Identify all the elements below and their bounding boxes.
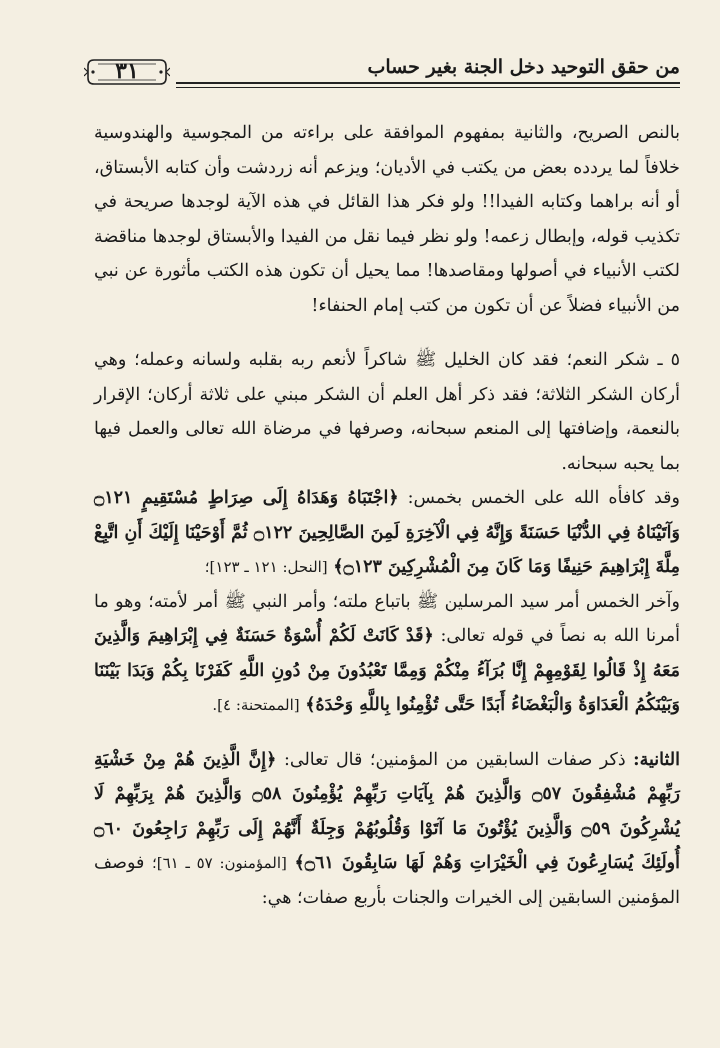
- header-rule: [176, 82, 680, 84]
- verse-reference-mumtahanah: [الممتحنة: ٤].: [212, 696, 300, 714]
- page-number: ٣١: [115, 58, 139, 84]
- paragraph-2: ٥ ـ شكر النعم؛ فقد كان الخليل ﷺ شاكراً لأنعم ربه بقلبه ولسانه وعمله؛ وهي أركان الشكر الثلاثة؛ فقد ذكر أهل العلم أن الشكر مبني على ثلاثة أركان؛ الإقرار بالنعمة، وإضافتها إلى المنعم سبحانه، وصرفها في مرضاة الله تعالى والعمل فيها بما يحبه سبحانه.: [94, 350, 680, 474]
- paragraph-5-text: ذكر صفات السابقين من المؤمنين؛ قال تعالى:: [283, 749, 626, 770]
- paragraph-4-text: وآخر الخمس أمر سيد المرسلين ﷺ باتباع ملته؛ وأمر النبي ﷺ أمر لأمته؛ وهو ما أمرنا الله به نصاً في قوله تعالى:: [94, 591, 680, 646]
- quran-verse-nahl: ﴿اجْتَبَاهُ وَهَدَاهُ إِلَى صِرَاطٍ مُسْتَقِيمٍ ۝١٢١ وَآتَيْنَاهُ فِي الدُّنْيَا حَسَنَةً وَإِنَّهُ فِي الْآخِرَةِ لَمِنَ الصَّالِحِينَ ۝١٢٢ ثُمَّ أَوْحَيْنَا إِلَيْكَ أَنِ اتَّبِعْ مِلَّةَ إِبْرَاهِيمَ حَنِيفًا وَمَا كَانَ مِنَ الْمُشْرِكِينَ ۝١٢٣﴾: [94, 488, 680, 577]
- paragraph-5-tail: فوصف المؤمنين السابقين إلى الخيرات والجنات بأربع صفات؛ هي:: [94, 853, 680, 908]
- paragraph-4: [94, 585, 680, 723]
- paragraph-3-intro: وقد كافأه الله على الخمس بخمس:: [407, 488, 680, 508]
- running-title: من حقق التوحيد دخل الجنة بغير حساب: [367, 56, 680, 78]
- header-rule-thin: [176, 87, 680, 88]
- verse-reference-muminun: [المؤمنون: ٥٧ ـ ٦١]؛: [151, 854, 287, 872]
- page-body: [94, 116, 680, 915]
- paragraph-5: [94, 743, 680, 916]
- verse-reference-nahl: [النحل: ١٢١ ـ ١٢٣]؛: [204, 558, 328, 576]
- page-header: [84, 52, 680, 92]
- quran-verse-muminun: ﴿إِنَّ الَّذِينَ هُمْ مِنْ خَشْيَةِ رَبِّهِمْ مُشْفِقُونَ ۝٥٧ وَالَّذِينَ هُمْ بِآيَاتِ رَبِّهِمْ يُؤْمِنُونَ ۝٥٨ وَالَّذِينَ هُمْ بِرَبِّهِمْ لَا يُشْرِكُونَ ۝٥٩ وَالَّذِينَ يُؤْتُونَ مَا آتَوْا وَقُلُوبُهُمْ وَجِلَةٌ أَنَّهُمْ إِلَى رَبِّهِمْ رَاجِعُونَ ۝٦٠ أُولَئِكَ يُسَارِعُونَ فِي الْخَيْرَاتِ وَهُمْ لَهَا سَابِقُونَ ۝٦١﴾: [94, 749, 681, 873]
- paragraph-3: [94, 481, 680, 585]
- quran-verse-mumtahanah: ﴿قَدْ كَانَتْ لَكُمْ أُسْوَةٌ حَسَنَةٌ فِي إِبْرَاهِيمَ وَالَّذِينَ مَعَهُ إِذْ قَالُوا لِقَوْمِهِمْ إِنَّا بُرَآءُ مِنْكُمْ وَمِمَّا تَعْبُدُونَ مِنْ دُونِ اللَّهِ كَفَرْنَا بِكُمْ وَبَدَا بَيْنَنَا وَبَيْنَكُمُ الْعَدَاوَةُ وَالْبَغْضَاءُ أَبَدًا حَتَّى تُؤْمِنُوا بِاللَّهِ وَحْدَهُ﴾: [94, 626, 680, 715]
- paragraph-1: بالنص الصريح، والثانية بمفهوم الموافقة على براءته من المجوسية والهندوسية خلافاً لما يردده بعض من يكتب في الأديان؛ ويزعم أنه زردشت وأن كتابه الأبستاق، أو أنه براهما وكتابه الفيدا!! ولو فكر هذا القائل في هذه الآية لوجدها صريحة في تكذيب قوله، وإبطال زعمه! ولو نظر فيما نقل من الفيدا والأبستاق لوجدها مناقضة لكتب الأنبياء في أصولها ومقاصدها! مما يحيل أن تكون هذه الكتب مأثورة عن نبي من الأنبياء فضلاً عن أن تكون من كتب إمام الحنفاء!: [94, 123, 680, 316]
- section-heading-second: الثانية:: [633, 749, 680, 770]
